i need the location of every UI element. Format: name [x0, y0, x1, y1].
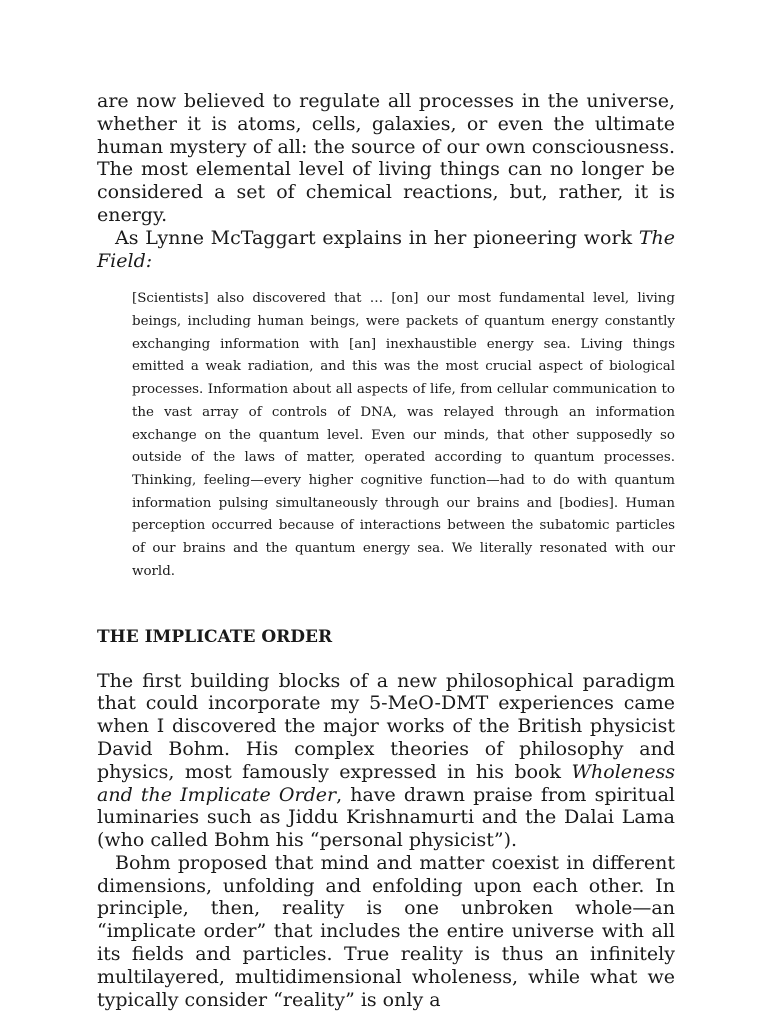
paragraph-energy: are now believed to regulate all processes in the universe, whether it is atoms, cells, galaxies, or even the ultimate human mystery of all: the source of our own consciousness. The most elemental level of living things can no longer be considered a set of chemical reactions, but, rather, it is energy.	[97, 90, 675, 226]
paragraph-bohm	[97, 670, 675, 852]
book-title-the-field: The Field:	[97, 226, 675, 272]
block-quote: [Scientists] also discovered that … [on] our most fundamental level, living beings, including human beings, were packets of quantum energy constantly exchanging information with [an] inexhaustible energy sea. Living things emitted a weak radiation, and this was the most crucial aspect of biological processes. Information about all aspects of life, from cellular communication to the vast array of controls of DNA, was relayed through an information exchange on the quantum level. Even our minds, that other supposedly so outside of the laws of matter, operated according to quantum processes. Thinking, feeling—every higher cognitive function—had to do with quantum information pulsing simultaneously through our brains and [bodies]. Human perception occurred because of interactions between the subatomic particles of our brains and the quantum energy sea. We literally resonated with our world.	[132, 291, 675, 579]
section-heading: THE IMPLICATE ORDER	[97, 626, 333, 647]
book-title-wholeness: Wholeness and the Implicate Order	[97, 760, 675, 806]
bohm-text-b: , have drawn praise from spiritual luminaries such as Jiddu Krishnamurti and the Dalai Lama (who called Bohm his “personal physicist”).	[97, 783, 675, 852]
intro-text: As Lynne McTaggart explains in her pioneering work	[115, 226, 639, 249]
paragraph-mctaggart-intro	[97, 227, 675, 273]
bohm-text-a: The first building blocks of a new philosophical paradigm that could incorporate my 5-MeO-DMT experiences came when I discovered the major works of the British physicist David Bohm. His complex theories of philosophy and physics, most famously expressed in his book	[97, 669, 675, 783]
paragraph-implicate-order: Bohm proposed that mind and matter coexist in different dimensions, unfolding and enfolding upon each other. In principle, then, reality is one unbroken whole—an “implicate order” that includes the entire universe with all its fields and particles. True reality is thus an infinitely multilayered, multidimensional wholeness, while what we typically consider “reality” is only a	[97, 851, 675, 1011]
book-page	[97, 90, 675, 1011]
